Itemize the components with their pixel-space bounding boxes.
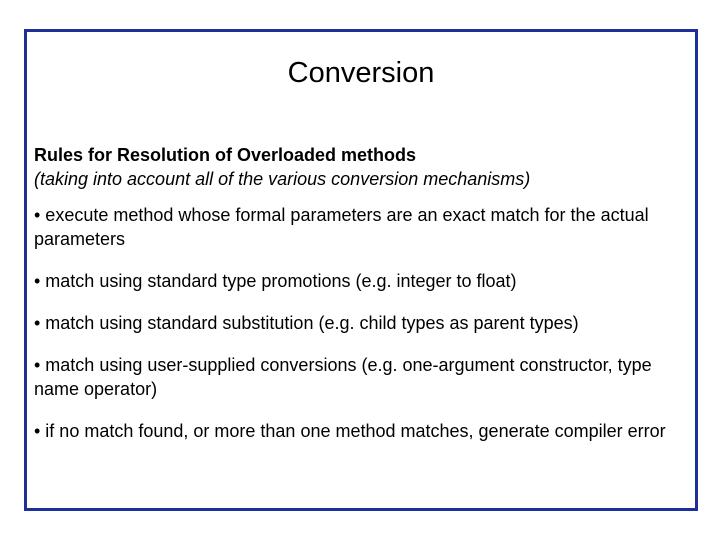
slide-subheading: (taking into account all of the various conversion mechanisms) [34, 169, 531, 189]
slide-title [27, 56, 695, 90]
slide-title-text: Conversion [287, 57, 435, 89]
bullet-item: • match using user-supplied conversions (e.g. one-argument constructor, type name operator) [34, 355, 652, 399]
bullet-item: • execute method whose formal parameters are an exact match for the actual parameters [34, 205, 649, 249]
slide-content [34, 143, 689, 461]
bullet-item: • if no match found, or more than one method matches, generate compiler error [34, 421, 666, 441]
bullet-item: • match using standard substitution (e.g. child types as parent types) [34, 313, 579, 333]
bullet-list [34, 203, 689, 443]
slide-frame [24, 29, 698, 511]
bullet-item: • match using standard type promotions (e.g. integer to float) [34, 271, 517, 291]
slide-heading: Rules for Resolution of Overloaded methods [34, 145, 417, 165]
